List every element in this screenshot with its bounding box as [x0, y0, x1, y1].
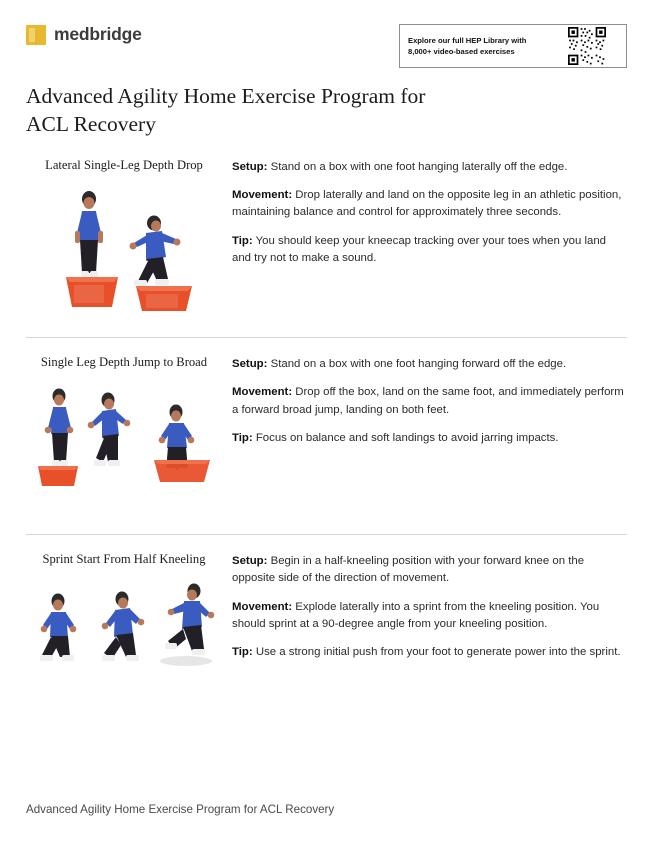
setup-text: Begin in a half-kneeling position with your forward knee on the opposite side of the direction of movement. [232, 554, 585, 585]
movement-label: Movement: [232, 386, 293, 399]
exercise-name: Sprint Start From Half Kneeling [42, 551, 206, 566]
exercise-movement [232, 384, 627, 419]
setup-label: Setup: [232, 357, 268, 370]
tip-label: Tip: [232, 646, 253, 659]
exercise-media [26, 354, 222, 518]
medbridge-square-logo-icon [26, 25, 46, 45]
exercise-illustration [26, 181, 222, 321]
movement-text: Drop off the box, land on the same foot, and immediately perform a forward broad jump, landing on both feet. [232, 386, 624, 416]
exercise-list [26, 157, 627, 731]
movement-text: Drop laterally and land on the opposite leg in an athletic position, maintaining balance and control for approximately three seconds. [232, 189, 622, 219]
movement-label: Movement: [232, 600, 293, 613]
tip-text: Use a strong initial push from your foot to generate power into the sprint. [252, 646, 621, 659]
brand-name: medbridge [54, 24, 142, 44]
exercise-tip [232, 644, 627, 661]
exercise-item [26, 534, 627, 731]
exercise-media [26, 157, 222, 321]
exercise-description [222, 551, 627, 662]
tip-label: Tip: [232, 431, 253, 444]
qr-code-icon[interactable] [568, 27, 606, 65]
exercise-setup [232, 159, 627, 176]
tip-text: Focus on balance and soft landings to avoid jarring impacts. [252, 431, 559, 444]
tip-label: Tip: [232, 234, 253, 247]
page-footer: Advanced Agility Home Exercise Program for ACL Recovery [26, 803, 335, 816]
exercise-movement [232, 599, 627, 634]
tip-text: You should keep your kneecap tracking over your toes when you land and try not to make a sound. [232, 234, 607, 265]
exercise-tip [232, 233, 627, 268]
sprint-start-half-kneeling-figure-icon [26, 575, 222, 715]
lateral-depth-drop-figure-icon [26, 181, 222, 321]
exercise-tip [232, 430, 627, 447]
exercise-illustration [26, 378, 222, 518]
exercise-item [26, 337, 627, 534]
depth-jump-to-broad-figure-icon [26, 378, 222, 518]
exercise-name: Lateral Single-Leg Depth Drop [45, 157, 203, 172]
exercise-media [26, 551, 222, 715]
exercise-name: Single Leg Depth Jump to Broad [40, 354, 208, 369]
exercise-movement [232, 187, 627, 222]
setup-text: Stand on a box with one foot hanging forward off the edge. [267, 357, 567, 370]
promo-line-2: 8,000+ video-based exercises [408, 47, 515, 56]
exercise-setup [232, 356, 627, 373]
exercise-setup [232, 553, 627, 588]
promo-line-1: Explore our full HEP Library with [408, 36, 527, 45]
exercise-illustration [26, 575, 222, 715]
setup-label: Setup: [232, 160, 268, 173]
movement-text: Explode laterally into a sprint from the kneeling position. You should sprint at a 90-degree angle from your kneeling position. [232, 600, 600, 630]
movement-label: Movement: [232, 189, 293, 202]
brand-logo [26, 24, 142, 45]
setup-text: Stand on a box with one foot hanging laterally off the edge. [267, 160, 568, 173]
hep-library-promo[interactable] [399, 24, 627, 68]
exercise-description [222, 354, 627, 447]
exercise-item [26, 157, 627, 337]
exercise-description [222, 157, 627, 268]
document-header [26, 0, 627, 68]
setup-label: Setup: [232, 554, 268, 567]
page-title: Advanced Agility Home Exercise Program for ACL Recovery [26, 84, 426, 137]
promo-text [408, 35, 558, 57]
